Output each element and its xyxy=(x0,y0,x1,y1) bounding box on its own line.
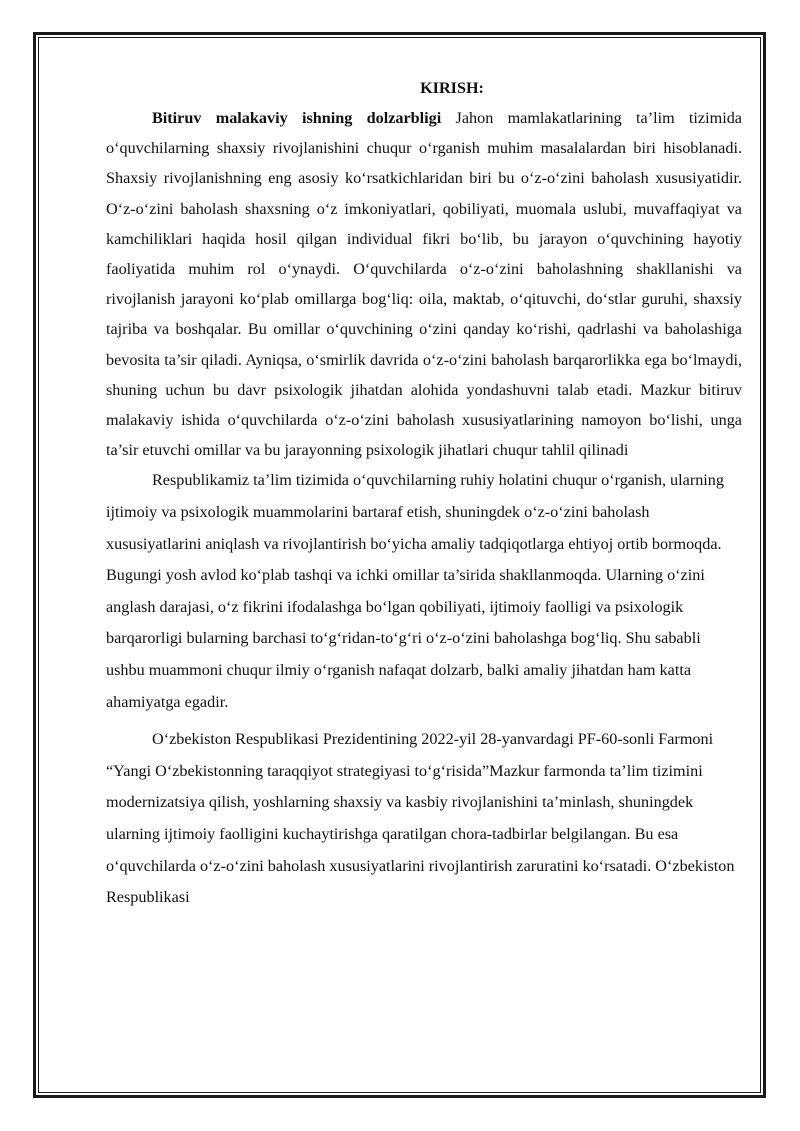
document-body xyxy=(106,73,742,914)
paragraph-text: Jahon mamlakatlarining ta’lim tizimida o‘quvchilarning shaxsiy rivojlanishini chuqur o‘rganish muhim masalalardan biri hisoblanadi. Shaxsiy rivojlanishning eng asosiy ko‘rsatkichlaridan biri bu o‘z-o‘zini baholash xususiyatidir. O‘z-o‘zini baholash shaxsning o‘z imkoniyatlari, qobiliyati, muomala uslubi, muvaffaqiyat va kamchiliklari haqida hosil qilgan individual fikri bo‘lib, bu jarayon o‘quvchining hayotiy faoliyatida muhim rol o‘ynaydi. O‘quvchilarda o‘z-o‘zini baholashning shakllanishi va rivojlanish jarayoni ko‘plab omillarga bog‘liq: oila, maktab, o‘qituvchi, do‘stlar guruhi, shaxsiy tajriba va boshqalar. Bu omillar o‘quvchining o‘zini qanday ko‘rishi, qadrlashi va baholashiga bevosita ta’sir qiladi. Ayniqsa, o‘smirlik davrida o‘z-o‘zini baholash barqarorlikka ega bo‘lmaydi, shuning uchun bu davr psixologik jihatdan alohida yondashuvni talab etadi. Mazkur bitiruv malakaviy ishida o‘quvchilarda o‘z-o‘zini baholash xususiyatlarining namoyon bo‘lishi, unga ta’sir etuvchi omillar va bu jarayonning psixologik jihatlari chuqur tahlil qilinadi xyxy=(106,109,742,460)
section-heading: KIRISH: xyxy=(420,79,484,97)
paragraph-decree: O‘zbekiston Respublikasi Prezidentining 2022-yil 28-yanvardagi PF-60-sonli Farmoni “Yangi O‘zbekistonning taraqqiyot strategiyasi to‘g‘risida”Mazkur farmonda ta’lim tizimini modernizatsiya qilish, yoshlarning shaxsiy va kasbiy rivojlanishini ta’minlash, shuningdek ularning ijtimoiy faolligini kuchaytirishga qaratilgan chora-tadbirlar belgilangan. Bu esa o‘quvchilarda o‘z-o‘zini baholash xususiyatlarini rivojlantirish zaruratini ko‘rsatadi. O‘zbekiston Respublikasi xyxy=(106,730,735,907)
paragraph-republic: Respublikamiz ta’lim tizimida o‘quvchilarning ruhiy holatini chuqur o‘rganish, ularning ijtimoiy va psixologik muammolarini bartaraf etish, shuningdek o‘z-o‘zini baholash xususiyatlarini aniqlash va rivojlantirish bo‘yicha amaliy tadqiqotlarga ehtiyoj ortib bormoqda. Bugungi yosh avlod ko‘plab tashqi va ichki omillar ta’sirida shakllanmoqda. Ularning o‘zini anglash darajasi, o‘z fikrini ifodalashga bo‘lgan qobiliyati, ijtimoiy faolligi va psixologik barqarorligi bularning barchasi to‘g‘ridan-to‘g‘ri o‘z-o‘zini baholashga bog‘liq. Shu sababli ushbu muammoni chuqur ilmiy o‘rganish nafaqat dolzarb, balki amaliy jihatdan ham katta ahamiyatga egadir. xyxy=(106,471,724,711)
paragraph-relevance xyxy=(106,103,742,465)
paragraph-lead-bold: Bitiruv malakaviy ishning dolzarbligi xyxy=(152,109,442,127)
